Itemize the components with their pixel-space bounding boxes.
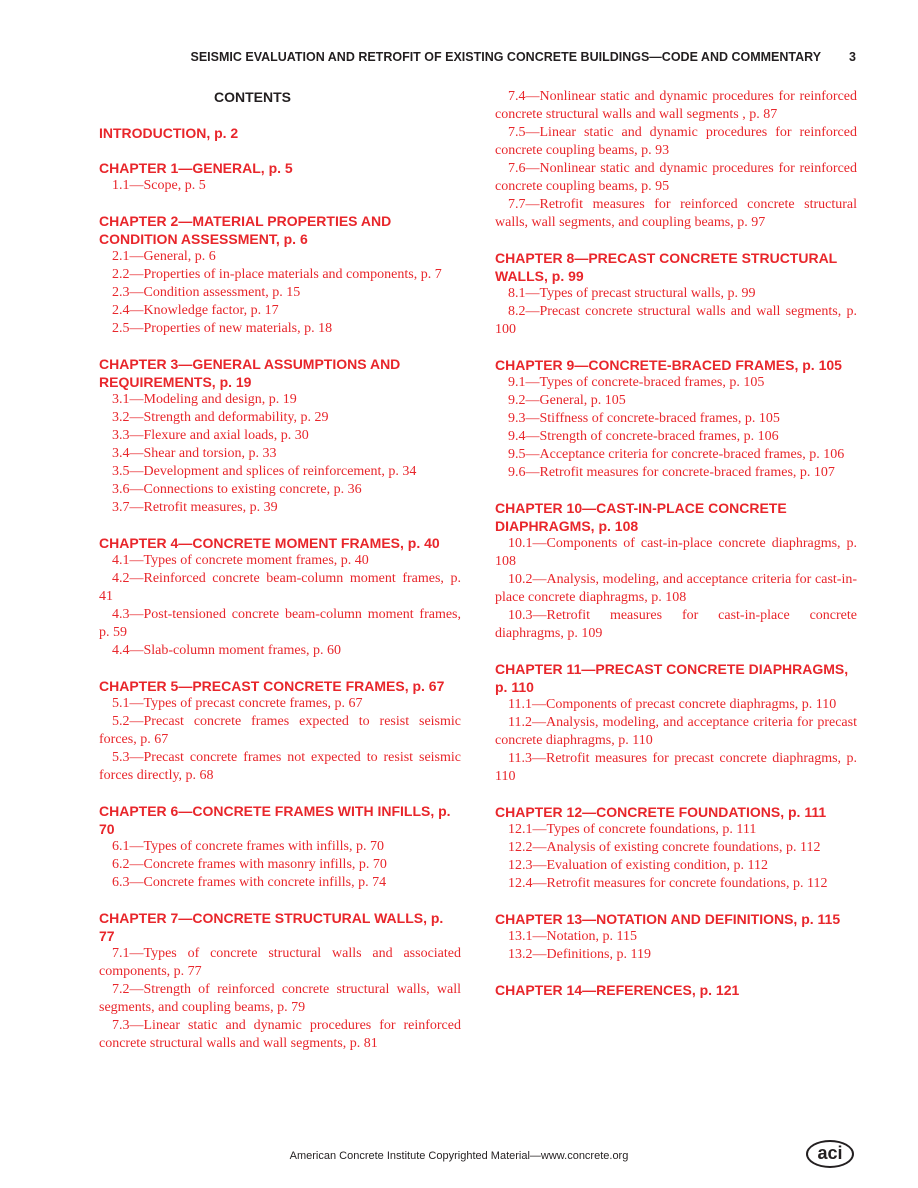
toc-chapter-link[interactable]: CHAPTER 4—CONCRETE MOMENT FRAMES, p. 40	[99, 535, 440, 551]
toc-section-link[interactable]: 6.3—Concrete frames with concrete infills, p. 74	[112, 875, 387, 890]
toc-section-link[interactable]: 11.3—Retrofit measures for precast concrete diaphragms, p. 110	[495, 751, 857, 784]
toc-chapter-block	[495, 356, 857, 482]
toc-section-link[interactable]: 5.2—Precast concrete frames expected to resist seismic forces, p. 67	[99, 714, 461, 747]
toc-section-link[interactable]: 7.6—Nonlinear static and dynamic procedures for reinforced concrete coupling beams, p. 95	[495, 161, 857, 194]
toc-section-link[interactable]: 6.1—Types of concrete frames with infills, p. 70	[112, 839, 384, 854]
toc-section-link[interactable]: 2.2—Properties of in-place materials and components, p. 7	[112, 267, 442, 282]
toc-chapter-link[interactable]: INTRODUCTION, p. 2	[99, 125, 239, 141]
toc-section-link[interactable]: 2.3—Condition assessment, p. 15	[112, 285, 301, 300]
toc-chapter-block	[495, 981, 857, 999]
toc-section-link[interactable]: 4.1—Types of concrete moment frames, p. 40	[112, 553, 369, 568]
contents-title: CONTENTS	[214, 89, 291, 105]
toc-section-link[interactable]: 13.2—Definitions, p. 119	[508, 947, 651, 962]
toc-chapter-link[interactable]: CHAPTER 12—CONCRETE FOUNDATIONS, p. 111	[495, 804, 827, 820]
toc-section-link[interactable]: 13.1—Notation, p. 115	[508, 929, 637, 944]
toc-section-link[interactable]: 10.2—Analysis, modeling, and acceptance criteria for cast-in-place concrete diaphragms, p. 108	[495, 572, 857, 605]
toc-section-link[interactable]: 3.5—Development and splices of reinforcement, p. 34	[112, 464, 417, 479]
toc-chapter-block	[99, 355, 461, 517]
toc-chapter-link[interactable]: CHAPTER 6—CONCRETE FRAMES WITH INFILLS, p. 70	[99, 803, 451, 837]
toc-section-link[interactable]: 3.4—Shear and torsion, p. 33	[112, 446, 277, 461]
toc-section-link[interactable]: 7.3—Linear static and dynamic procedures for reinforced concrete structural walls and wall segments, p. 81	[99, 1018, 461, 1051]
toc-section-link[interactable]: 4.2—Reinforced concrete beam-column moment frames, p. 41	[99, 571, 461, 604]
toc-chapter-block	[99, 534, 461, 660]
toc-section-link[interactable]: 12.3—Evaluation of existing condition, p. 112	[508, 858, 769, 873]
toc-section-link[interactable]: 9.6—Retrofit measures for concrete-braced frames, p. 107	[508, 465, 835, 480]
toc-section-link[interactable]: 7.5—Linear static and dynamic procedures for reinforced concrete coupling beams, p. 93	[495, 125, 857, 158]
toc-chapter-block	[495, 249, 857, 339]
toc-section-link[interactable]: 5.1—Types of precast concrete frames, p. 67	[112, 696, 363, 711]
toc-chapter-block	[99, 909, 461, 1053]
toc-chapter-block	[495, 88, 857, 232]
toc-chapter-link[interactable]: CHAPTER 3—GENERAL ASSUMPTIONS AND REQUIREMENTS, p. 19	[99, 356, 401, 390]
toc-chapter-block	[99, 677, 461, 785]
toc-section-link[interactable]: 2.5—Properties of new materials, p. 18	[112, 321, 333, 336]
toc-section-link[interactable]: 7.4—Nonlinear static and dynamic procedures for reinforced concrete structural walls and wall segments , p. 87	[495, 89, 857, 122]
toc-chapter-block	[99, 124, 461, 142]
toc-section-link[interactable]: 3.1—Modeling and design, p. 19	[112, 392, 297, 407]
toc-section-link[interactable]: 10.3—Retrofit measures for cast-in-place concrete diaphragms, p. 109	[495, 608, 857, 641]
running-header	[0, 50, 856, 64]
toc-left-column	[99, 88, 461, 1070]
toc-section-link[interactable]: 12.1—Types of concrete foundations, p. 111	[508, 822, 757, 837]
toc-chapter-block	[99, 802, 461, 892]
toc-chapter-link[interactable]: CHAPTER 11—PRECAST CONCRETE DIAPHRAGMS, p. 110	[495, 661, 849, 695]
toc-chapter-block	[99, 159, 461, 195]
toc-chapter-block	[495, 910, 857, 964]
toc-chapter-link[interactable]: CHAPTER 2—MATERIAL PROPERTIES AND CONDITION ASSESSMENT, p. 6	[99, 213, 392, 247]
toc-chapter-link[interactable]: CHAPTER 13—NOTATION AND DEFINITIONS, p. 115	[495, 911, 841, 927]
toc-section-link[interactable]: 9.4—Strength of concrete-braced frames, p. 106	[508, 429, 779, 444]
toc-section-link[interactable]: 4.3—Post-tensioned concrete beam-column moment frames, p. 59	[99, 607, 461, 640]
toc-section-link[interactable]: 4.4—Slab-column moment frames, p. 60	[112, 643, 342, 658]
toc-chapter-link[interactable]: CHAPTER 9—CONCRETE-BRACED FRAMES, p. 105	[495, 357, 842, 373]
toc-chapter-block	[495, 660, 857, 786]
header-title: SEISMIC EVALUATION AND RETROFIT OF EXISTING CONCRETE BUILDINGS—CODE AND COMMENTARY	[190, 50, 822, 64]
toc-section-link[interactable]: 9.2—General, p. 105	[508, 393, 626, 408]
toc-chapter-block	[495, 499, 857, 643]
toc-section-link[interactable]: 1.1—Scope, p. 5	[112, 178, 206, 193]
toc-section-link[interactable]: 10.1—Components of cast-in-place concrete diaphragms, p. 108	[495, 536, 857, 569]
toc-right-column	[495, 88, 857, 1016]
toc-section-link[interactable]: 2.4—Knowledge factor, p. 17	[112, 303, 279, 318]
toc-section-link[interactable]: 9.5—Acceptance criteria for concrete-braced frames, p. 106	[508, 447, 845, 462]
toc-chapter-block	[495, 803, 857, 893]
copyright-footer: American Concrete Institute Copyrighted Material—www.concrete.org	[289, 1150, 629, 1162]
toc-section-link[interactable]: 7.1—Types of concrete structural walls and associated components, p. 77	[99, 946, 461, 979]
toc-section-link[interactable]: 2.1—General, p. 6	[112, 249, 216, 264]
toc-section-link[interactable]: 6.2—Concrete frames with masonry infills, p. 70	[112, 857, 387, 872]
toc-section-link[interactable]: 8.1—Types of precast structural walls, p. 99	[508, 286, 756, 301]
toc-section-link[interactable]: 3.7—Retrofit measures, p. 39	[112, 500, 278, 515]
toc-section-link[interactable]: 9.3—Stiffness of concrete-braced frames, p. 105	[508, 411, 780, 426]
toc-section-link[interactable]: 11.2—Analysis, modeling, and acceptance criteria for precast concrete diaphragms, p. 110	[495, 715, 857, 748]
toc-chapter-block	[99, 212, 461, 338]
toc-chapter-link[interactable]: CHAPTER 10—CAST-IN-PLACE CONCRETE DIAPHRAGMS, p. 108	[495, 500, 787, 534]
toc-section-link[interactable]: 3.6—Connections to existing concrete, p. 36	[112, 482, 362, 497]
toc-chapter-link[interactable]: CHAPTER 1—GENERAL, p. 5	[99, 160, 293, 176]
aci-logo-icon: aci	[806, 1140, 854, 1168]
toc-section-link[interactable]: 12.2—Analysis of existing concrete foundations, p. 112	[508, 840, 821, 855]
toc-chapter-link[interactable]: CHAPTER 7—CONCRETE STRUCTURAL WALLS, p. 77	[99, 910, 444, 944]
toc-section-link[interactable]: 12.4—Retrofit measures for concrete foundations, p. 112	[508, 876, 828, 891]
toc-section-link[interactable]: 9.1—Types of concrete-braced frames, p. 105	[508, 375, 765, 390]
toc-chapter-link[interactable]: CHAPTER 14—REFERENCES, p. 121	[495, 982, 740, 998]
toc-section-link[interactable]: 7.2—Strength of reinforced concrete structural walls, wall segments, and coupling beams, p. 79	[99, 982, 461, 1015]
toc-chapter-link[interactable]: CHAPTER 5—PRECAST CONCRETE FRAMES, p. 67	[99, 678, 445, 694]
toc-section-link[interactable]: 7.7—Retrofit measures for reinforced concrete structural walls, wall segments, and coupling beams, p. 97	[495, 197, 857, 230]
page-number: 3	[849, 50, 856, 64]
toc-chapter-link[interactable]: CHAPTER 8—PRECAST CONCRETE STRUCTURAL WALLS, p. 99	[495, 250, 837, 284]
toc-section-link[interactable]: 3.2—Strength and deformability, p. 29	[112, 410, 329, 425]
toc-section-link[interactable]: 5.3—Precast concrete frames not expected to resist seismic forces directly, p. 68	[99, 750, 461, 783]
toc-section-link[interactable]: 8.2—Precast concrete structural walls and wall segments, p. 100	[495, 304, 857, 337]
toc-section-link[interactable]: 11.1—Components of precast concrete diaphragms, p. 110	[508, 697, 837, 712]
toc-section-link[interactable]: 3.3—Flexure and axial loads, p. 30	[112, 428, 309, 443]
